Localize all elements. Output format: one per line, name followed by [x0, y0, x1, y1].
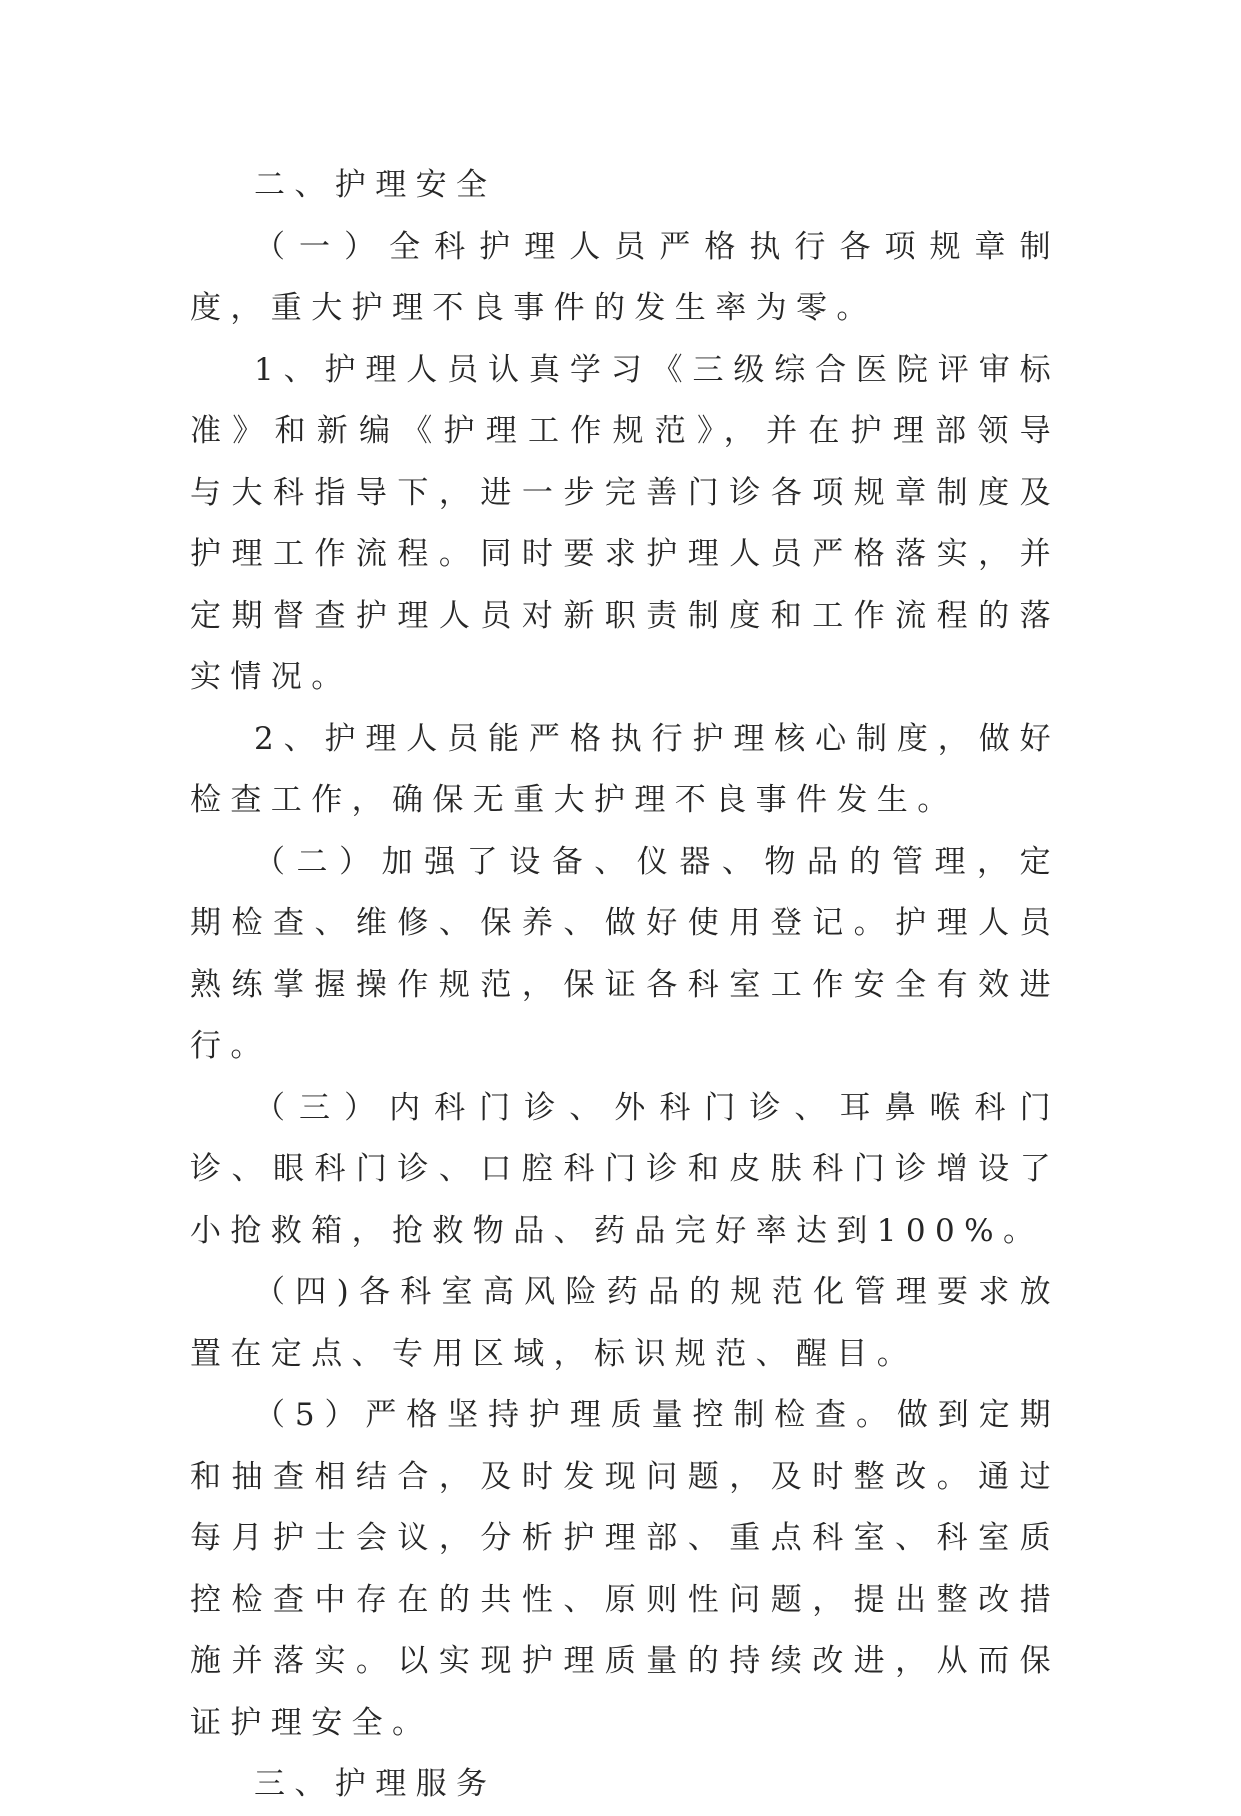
paragraph-item-1: （一）全科护理人员严格执行各项规章制度，重大护理不良事件的发生率为零。 — [190, 228, 1060, 326]
section-heading-nursing-safety: 二、护理安全 — [254, 167, 497, 203]
document-body — [190, 155, 1060, 1816]
section-heading-nursing-service: 三、护理服务 — [254, 1766, 497, 1802]
paragraph-item-3: （三）内科门诊、外科门诊、耳鼻喉科门诊、眼科门诊、口腔科门诊和皮肤科门诊增设了小抢救箱，抢救物品、药品完好率达到100%。 — [190, 1089, 1060, 1249]
paragraph-item-2: （二）加强了设备、仪器、物品的管理，定期检查、维修、保养、做好使用登记。护理人员熟练掌握操作规范，保证各科室工作安全有效进行。 — [190, 843, 1060, 1064]
paragraph-subitem-1: 1、护理人员认真学习《三级综合医院评审标准》和新编《护理工作规范》，并在护理部领导与大科指导下，进一步完善门诊各项规章制度及护理工作流程。同时要求护理人员严格落实，并定期督查护理人员对新职责制度和工作流程的落实情况。 — [190, 351, 1060, 695]
paragraph-subitem-2: 2、护理人员能严格执行护理核心制度，做好检查工作，确保无重大护理不良事件发生。 — [190, 720, 1060, 818]
paragraph-item-4: （四)各科室高风险药品的规范化管理要求放置在定点、专用区域，标识规范、醒目。 — [190, 1274, 1060, 1372]
paragraph-item-5: （5）严格坚持护理质量控制检查。做到定期和抽查相结合，及时发现问题，及时整改。通过每月护士会议，分析护理部、重点科室、科室质控检查中存在的共性、原则性问题，提出整改措施并落实。以实现护理质量的持续改进，从而保证护理安全。 — [190, 1397, 1060, 1741]
